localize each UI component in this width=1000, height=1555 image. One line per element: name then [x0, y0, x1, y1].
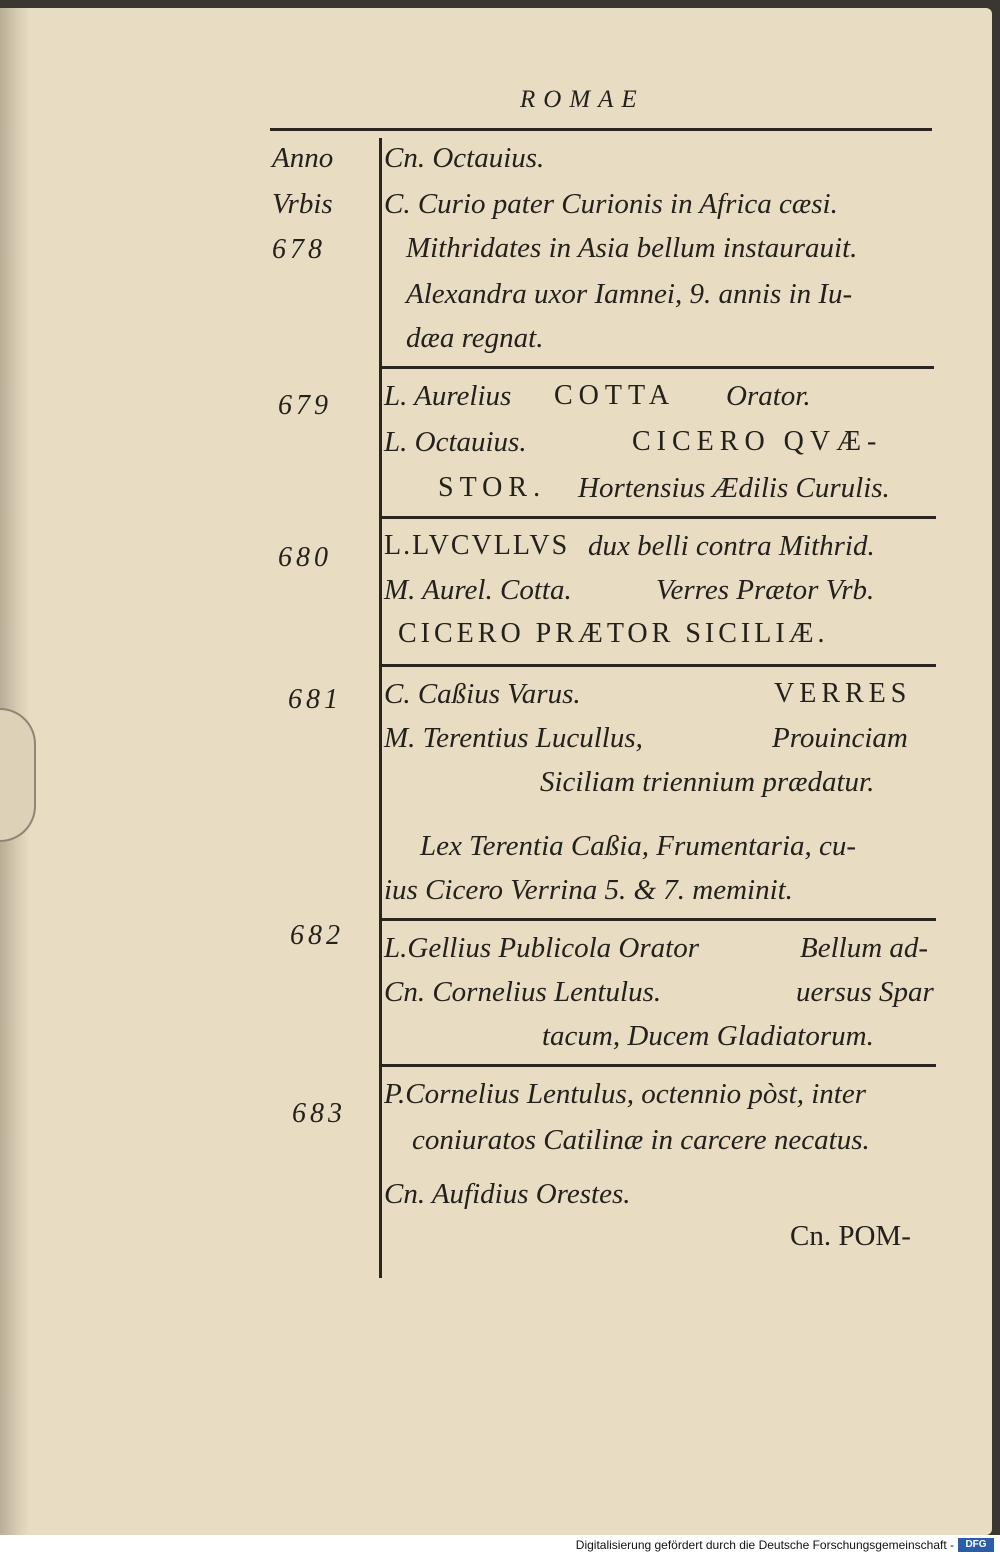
section-rule [380, 366, 934, 369]
dfg-logo: DFG [958, 1538, 994, 1552]
entry-678-line: Mithridates in Asia bellum instaurauit. [406, 232, 858, 264]
entry-679-hortensius: Hortensius Ædilis Curulis. [578, 472, 890, 504]
entry-678-line: Alexandra uxor Iamnei, 9. annis in Iu- [406, 278, 853, 310]
year-678: 678 [272, 234, 326, 265]
year-683: 683 [292, 1098, 346, 1129]
entry-681-lex: Lex Terentia Caßia, Frumentaria, cu- [420, 830, 857, 862]
year-681: 681 [288, 684, 342, 715]
year-680: 680 [278, 542, 332, 573]
entry-681-prouinciam: Prouinciam [772, 722, 908, 754]
entry-679-cicero: CICERO QVÆ- [632, 426, 883, 457]
entry-683-aufidius: Cn. Aufidius Orestes. [384, 1178, 631, 1210]
entry-679-orator: Orator. [726, 380, 811, 412]
section-rule [380, 1064, 936, 1067]
entry-682-lentulus: Cn. Cornelius Lentulus. [384, 976, 662, 1008]
year-679: 679 [278, 390, 332, 421]
entry-681-consul: M. Terentius Lucullus, [384, 722, 643, 754]
entry-679-consul: L. Octauius. [384, 426, 527, 458]
entry-681-consul: C. Caßius Varus. [384, 678, 581, 710]
entry-680-consul: M. Aurel. Cotta. [384, 574, 572, 606]
entry-678-line: C. Curio pater Curionis in Africa cæsi. [384, 188, 838, 220]
entry-681-verres: VERRES [774, 678, 912, 709]
footer-bar [0, 1535, 1000, 1555]
entry-681-siciliam: Siciliam triennium prædatur. [540, 766, 875, 798]
entry-682-tacum: tacum, Ducem Gladiatorum. [542, 1020, 874, 1052]
entry-679-consul: L. Aurelius [384, 380, 512, 412]
entry-679-stor: STOR. [438, 472, 547, 503]
anno-label: Anno [272, 142, 334, 174]
entry-680-lucullus: L.LVCVLLVS [384, 530, 570, 561]
entry-683-lentulus: P.Cornelius Lentulus, octennio pòst, inter [384, 1078, 866, 1110]
footer-text: Digitalisierung gefördert durch die Deutsche Forschungsgemeinschaft - [575, 1538, 954, 1552]
page-clip [0, 708, 36, 842]
book-page [0, 8, 992, 1535]
year-682: 682 [290, 920, 344, 951]
section-rule [380, 664, 936, 667]
section-rule [380, 918, 936, 921]
entry-682-gellius: L.Gellius Publicola Orator [384, 932, 699, 964]
running-header: ROMAE [520, 86, 645, 113]
entry-678-line: Cn. Octauius. [384, 142, 545, 174]
entry-678-line: dæa regnat. [406, 322, 544, 354]
entry-679-cotta: COTTA [554, 380, 676, 411]
entry-683-coniuratos: coniuratos Catilinæ in carcere necatus. [412, 1124, 870, 1156]
entry-682-spar: uersus Spar [796, 976, 934, 1008]
entry-680-verres: Verres Prætor Vrb. [656, 574, 875, 606]
section-rule [380, 516, 936, 519]
entry-680-dux: dux belli contra Mithrid. [588, 530, 875, 562]
entry-682-bellum: Bellum ad- [800, 932, 929, 964]
top-rule [270, 128, 932, 131]
column-divider [379, 138, 382, 1278]
catchword: Cn. POM- [790, 1220, 911, 1252]
entry-680-cicero: CICERO PRÆTOR SICILIÆ. [398, 618, 829, 649]
urbis-label: Vrbis [272, 188, 333, 220]
entry-681-lex-cont: ius Cicero Verrina 5. & 7. meminit. [384, 874, 793, 906]
